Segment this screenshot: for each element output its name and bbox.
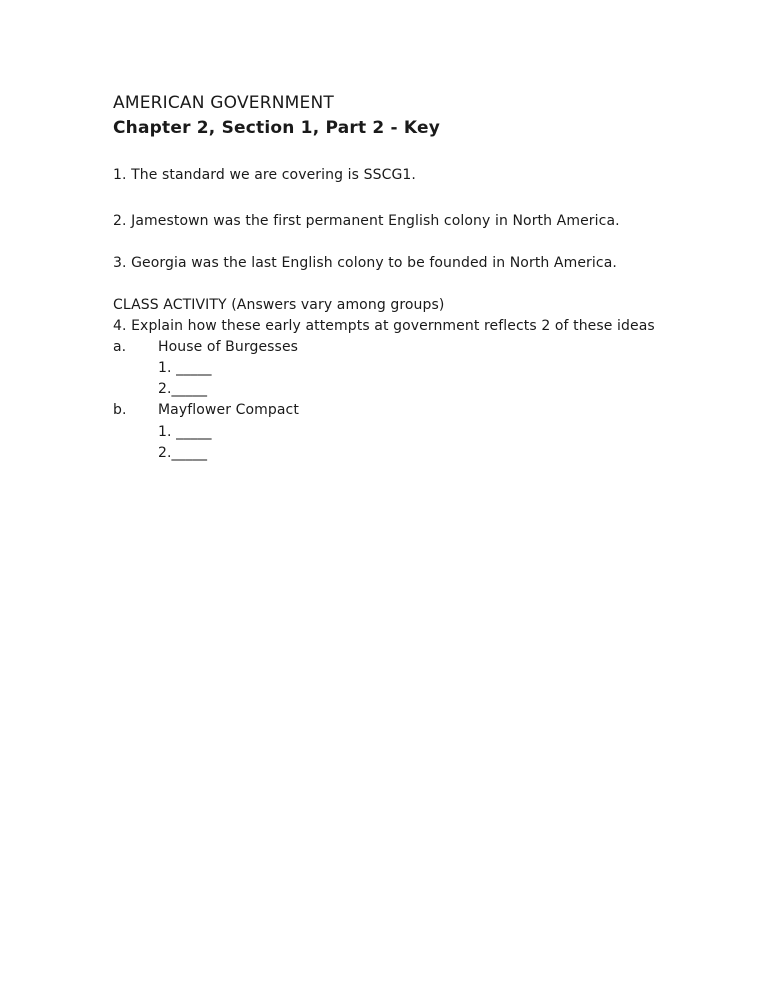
document-title: AMERICAN GOVERNMENT (113, 93, 334, 113)
item-a-answer-2: 2._____ (158, 381, 208, 397)
question-2: 2. Jamestown was the first permanent English colony in North America. (113, 213, 620, 229)
item-b-answer-1: 1. _____ (158, 424, 212, 440)
item-b-letter: b. (113, 402, 127, 418)
document-subtitle: Chapter 2, Section 1, Part 2 - Key (113, 118, 441, 138)
item-a-name: House of Burgesses (158, 339, 299, 355)
item-b-name: Mayflower Compact (158, 402, 299, 418)
item-b-answer-2: 2._____ (158, 445, 208, 461)
class-activity-heading: CLASS ACTIVITY (Answers vary among groups) (113, 297, 445, 313)
question-4-prompt: 4. Explain how these early attempts at government reflects 2 of these ideas (113, 318, 655, 334)
item-a-answer-1: 1. _____ (158, 360, 212, 376)
question-1: 1. The standard we are covering is SSCG1. (113, 167, 416, 183)
item-a-letter: a. (113, 339, 127, 355)
question-3: 3. Georgia was the last English colony to be founded in North America. (113, 255, 617, 271)
